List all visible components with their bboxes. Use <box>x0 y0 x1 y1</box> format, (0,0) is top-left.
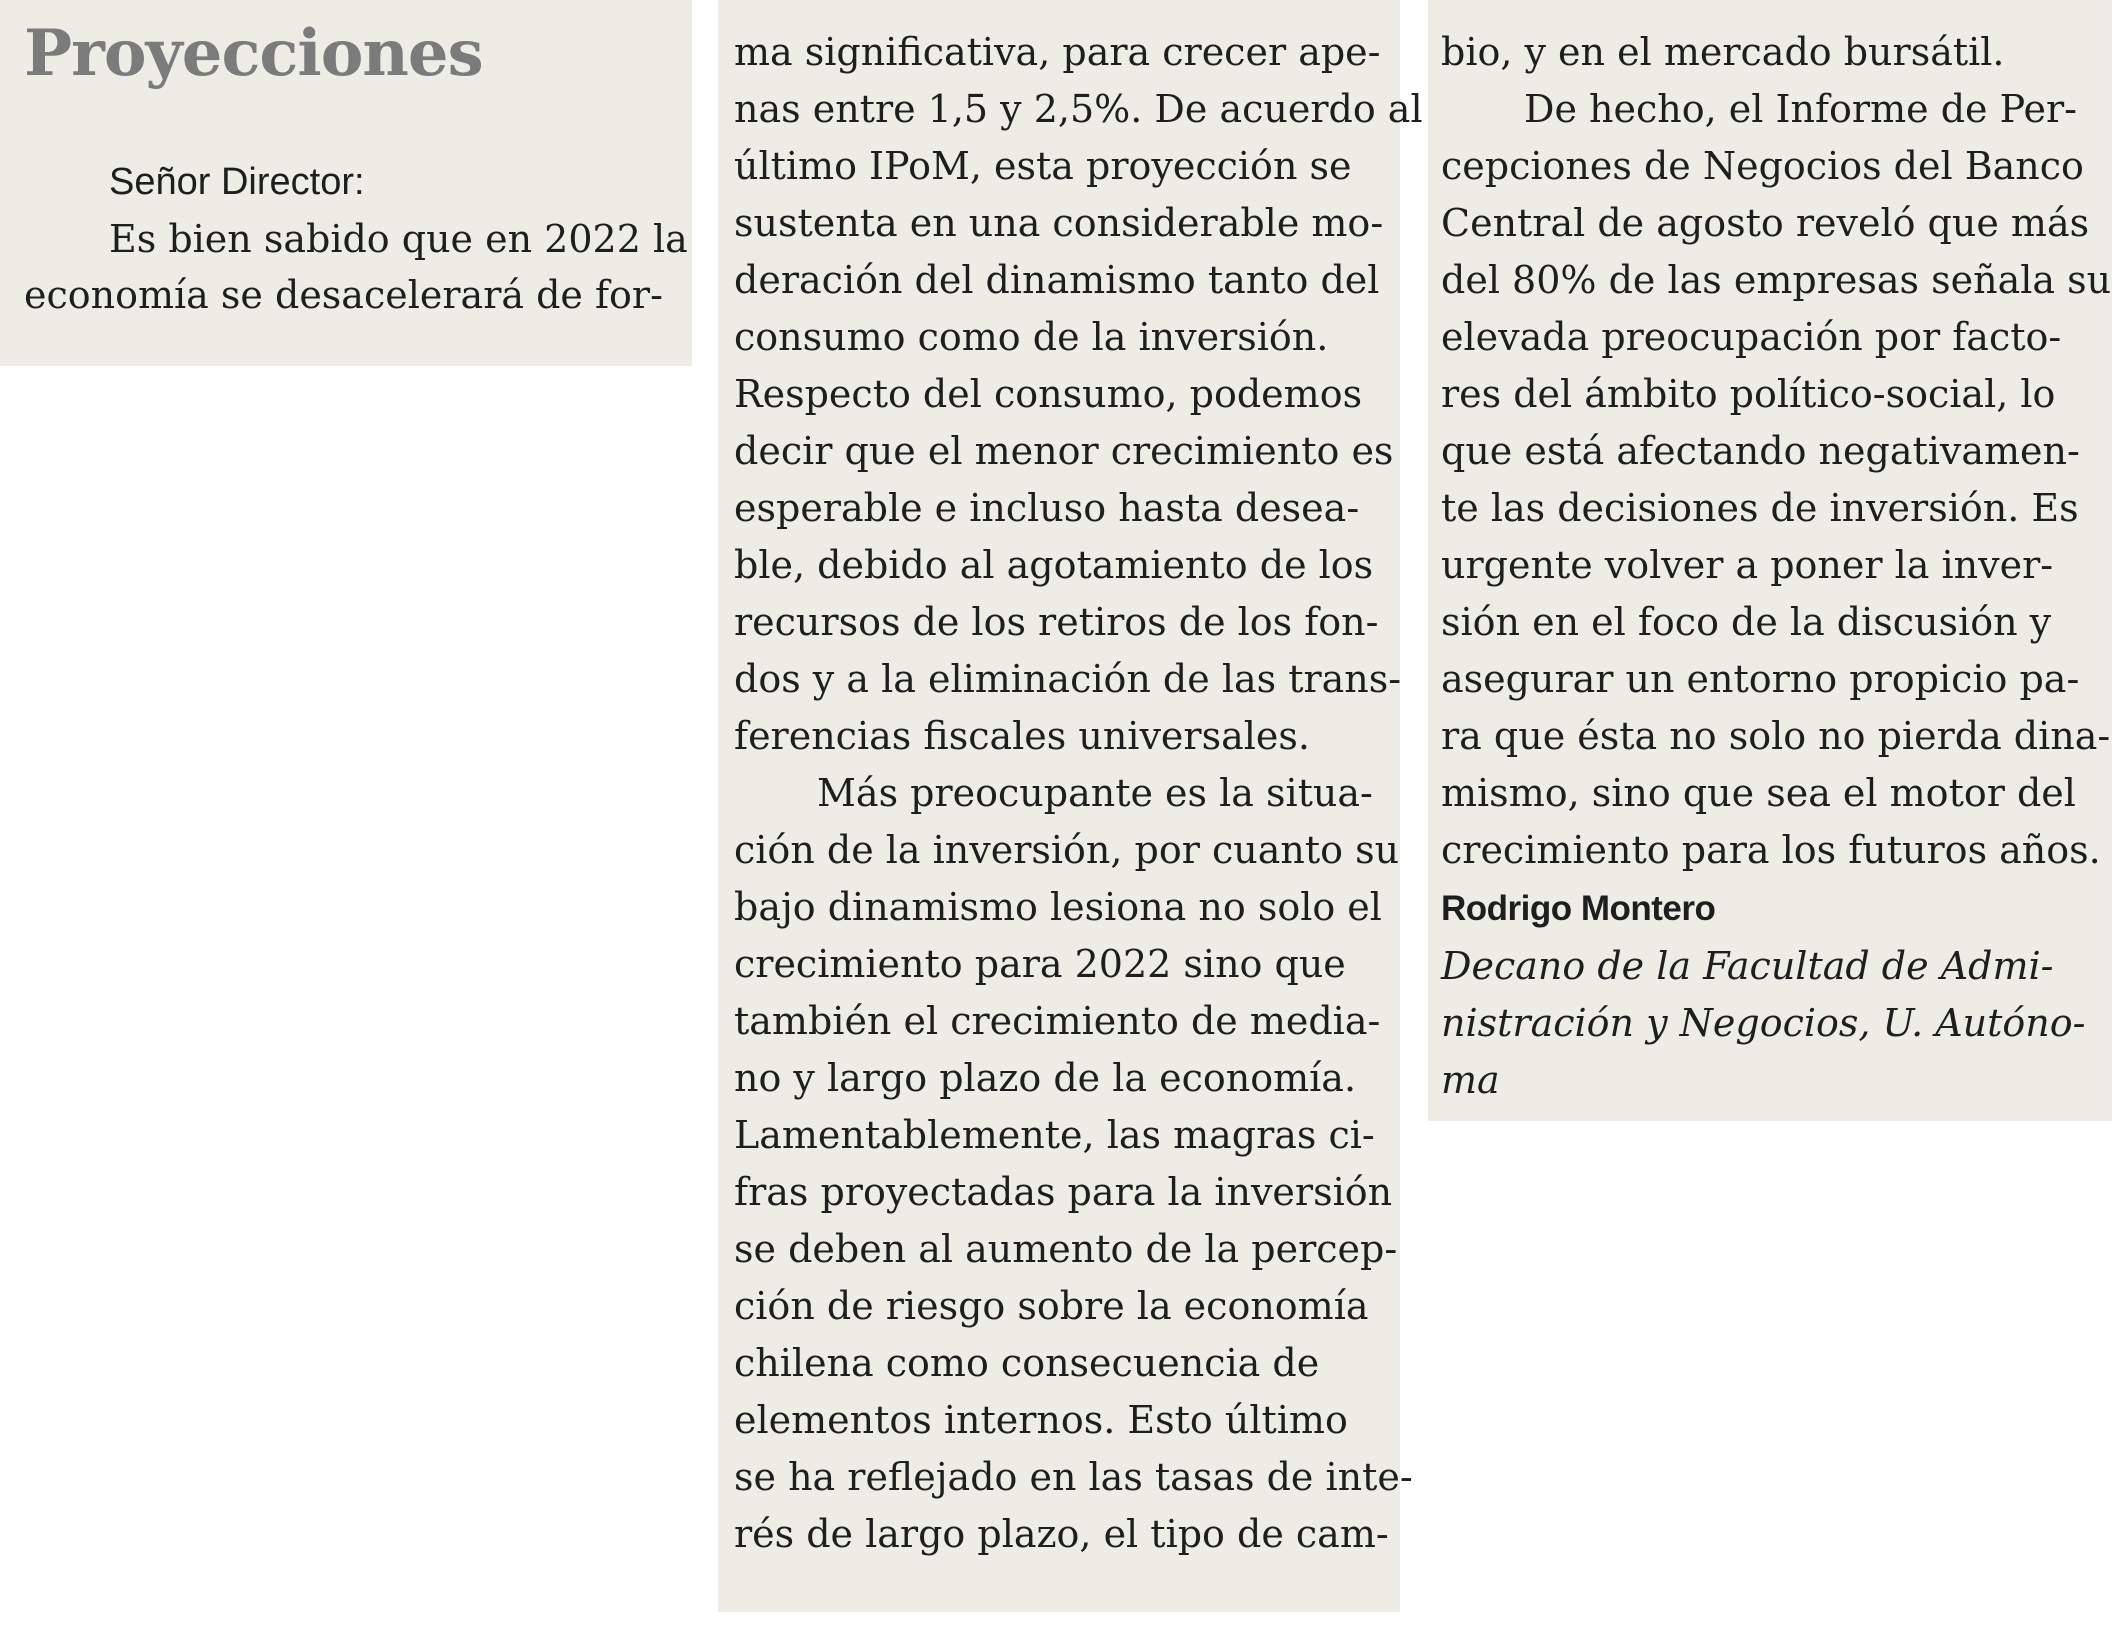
body-line: último IPoM, esta proyección se <box>734 144 1352 188</box>
author-name: Rodrigo Montero <box>1441 889 1716 928</box>
body-line: Lamentablemente, las magras ci- <box>734 1113 1375 1157</box>
body-line: sustenta en una considerable mo- <box>734 201 1384 245</box>
author-title-line: Decano de la Facultad de Admi- <box>1441 944 2054 988</box>
author-title-line: nistración y Negocios, U. Autóno- <box>1441 1001 2086 1045</box>
body-line: cepciones de Negocios del Banco <box>1441 144 2084 188</box>
column-2 <box>718 0 1423 1612</box>
body-line: ma significativa, para crecer ape- <box>734 30 1381 74</box>
article-title: Proyecciones <box>24 16 483 91</box>
body-line: urgente volver a poner la inver- <box>1441 543 2054 587</box>
body-line: deración del dinamismo tanto del <box>734 258 1380 302</box>
author-title-line: ma <box>1441 1058 1500 1102</box>
body-line: De hecho, el Informe de Per- <box>1524 87 2077 131</box>
body-line: Es bien sabido que en 2022 la <box>109 217 688 261</box>
body-line: Respecto del consumo, podemos <box>734 372 1363 416</box>
salutation: Señor Director: <box>109 161 365 203</box>
body-line: Más preocupante es la situa- <box>817 771 1373 815</box>
body-line: del 80% de las empresas señala su <box>1441 258 2112 302</box>
body-line: no y largo plazo de la economía. <box>734 1056 1357 1100</box>
body-line: dos y a la eliminación de las trans- <box>734 657 1402 701</box>
body-line: se ha reflejado en las tasas de inte- <box>734 1455 1413 1499</box>
body-line: ción de riesgo sobre la economía <box>734 1284 1369 1328</box>
column-3 <box>1428 0 2112 1121</box>
body-line: ble, debido al agotamiento de los <box>734 543 1374 587</box>
body-line: mismo, sino que sea el motor del <box>1441 771 2076 815</box>
body-line: ción de la inversión, por cuanto su <box>734 828 1400 872</box>
body-line: rés de largo plazo, el tipo de cam- <box>734 1512 1389 1556</box>
body-line: consumo como de la inversión. <box>734 315 1329 359</box>
body-line: elevada preocupación por facto- <box>1441 315 2062 359</box>
body-line: también el crecimiento de media- <box>734 999 1381 1043</box>
body-line: crecimiento para 2022 sino que <box>734 942 1346 986</box>
body-line: recursos de los retiros de los fon- <box>734 600 1379 644</box>
body-line: bio, y en el mercado bursátil. <box>1441 30 2005 74</box>
body-line: te las decisiones de inversión. Es <box>1441 486 2079 530</box>
body-line: nas entre 1,5 y 2,5%. De acuerdo al <box>734 87 1423 131</box>
body-line: ferencias fiscales universales. <box>734 714 1310 758</box>
body-line: fras proyectadas para la inversión <box>734 1170 1393 1214</box>
body-line: se deben al aumento de la percep- <box>734 1227 1398 1271</box>
body-line: asegurar un entorno propicio pa- <box>1441 657 2080 701</box>
body-line: decir que el menor crecimiento es <box>734 429 1394 473</box>
body-line: esperable e incluso hasta desea- <box>734 486 1360 530</box>
body-line: chilena como consecuencia de <box>734 1341 1320 1385</box>
body-line: sión en el foco de la discusión y <box>1441 600 2052 644</box>
body-line: elementos internos. Esto último <box>734 1398 1348 1442</box>
body-line: economía se desacelerará de for- <box>24 273 663 317</box>
body-line: crecimiento para los futuros años. <box>1441 828 2101 872</box>
body-line: que está afectando negativamen- <box>1441 429 2080 473</box>
body-line: ra que ésta no solo no pierda dina- <box>1441 714 2111 758</box>
column-1 <box>0 0 692 366</box>
body-line: res del ámbito político-social, lo <box>1441 372 2056 416</box>
body-line: bajo dinamismo lesiona no solo el <box>734 885 1382 929</box>
body-line: Central de agosto reveló que más <box>1441 201 2090 245</box>
